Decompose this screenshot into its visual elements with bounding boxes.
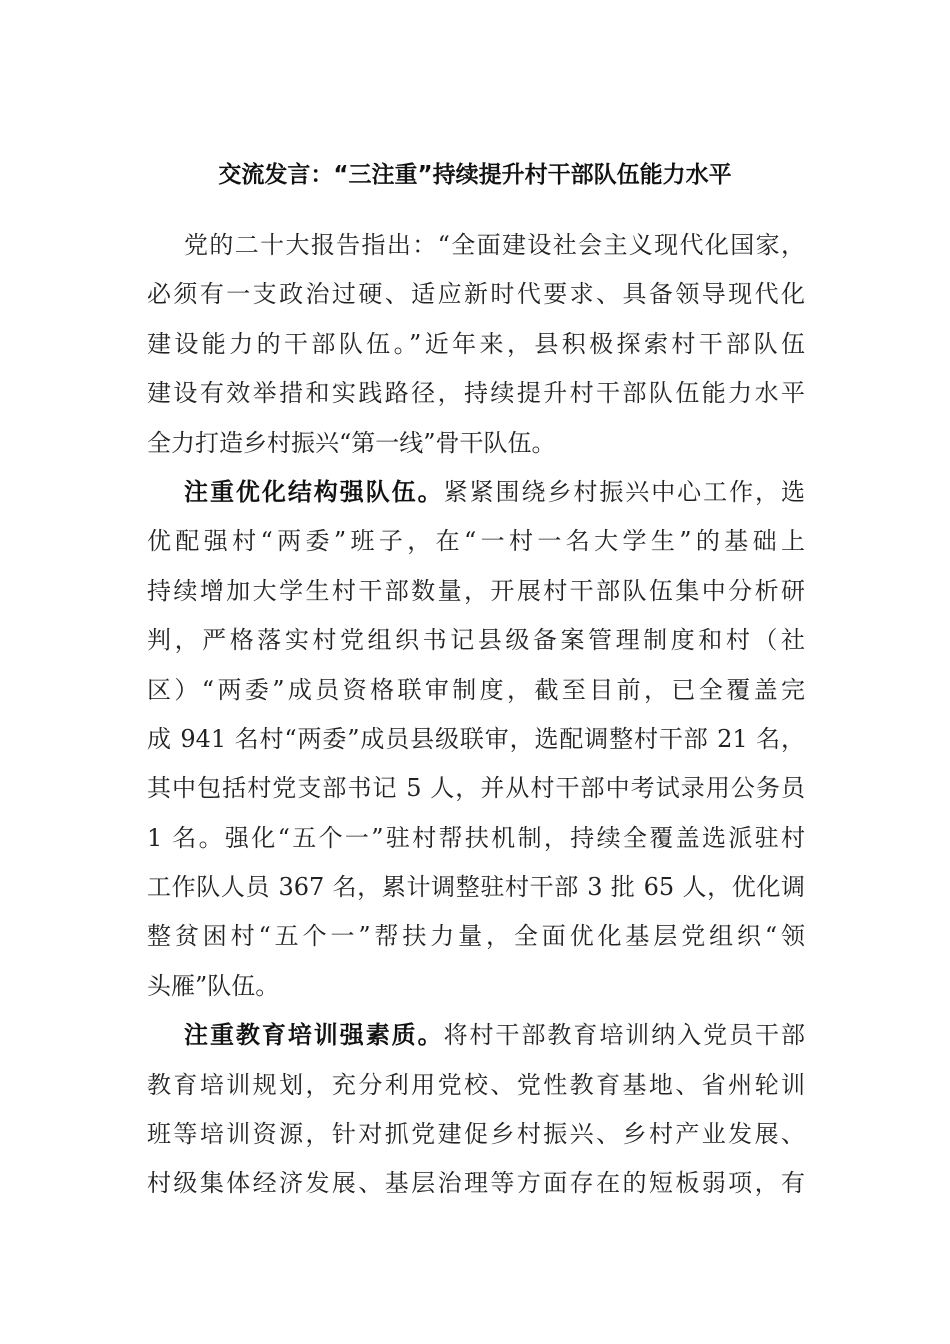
paragraph-text: 成 941 名村“两委”成员县级联审，选配调整村干部 21 名， <box>147 724 805 753</box>
text-line <box>147 715 805 764</box>
text-line-content <box>147 270 805 319</box>
text-line <box>147 320 805 369</box>
text-line <box>147 517 805 566</box>
text-line <box>147 1159 805 1208</box>
paragraph-text: 全力打造乡村振兴“第一线”骨干队伍。 <box>147 428 556 457</box>
text-line <box>147 1061 805 1110</box>
paragraph-text: 建设能力的干部队伍。”近年来，县积极探索村干部队伍 <box>147 329 805 358</box>
text-line-content <box>147 369 805 418</box>
paragraph-text: 优配强村“两委”班子，在“一村一名大学生”的基础上 <box>147 527 805 556</box>
paragraph-text: 整贫困村“五个一”帮扶力量，全面优化基层党组织“领 <box>147 922 805 951</box>
paragraph-text: 必须有一支政治过硬、适应新时代要求、具备领导现代化 <box>147 280 805 309</box>
text-line <box>147 419 805 468</box>
paragraph-text: 其中包括村党支部书记 5 人，并从村干部中考试录用公务员 <box>147 774 805 803</box>
paragraph-text: 持续增加大学生村干部数量，开展村干部队伍集中分析研 <box>147 576 805 605</box>
text-line-content <box>147 666 805 715</box>
text-line-content <box>147 320 805 369</box>
text-line-content <box>147 863 805 912</box>
text-line <box>147 616 805 665</box>
text-line <box>147 1110 805 1159</box>
text-line <box>147 468 805 517</box>
text-line-content <box>147 962 805 1011</box>
text-line <box>147 962 805 1011</box>
text-line-content <box>147 517 805 566</box>
document-title: 交流发言：“三注重”持续提升村干部队伍能力水平 <box>218 162 732 188</box>
text-line-content <box>147 1159 805 1208</box>
text-line <box>147 666 805 715</box>
paragraph-text: 党的二十大报告指出：“全面建设社会主义现代化国家， <box>184 231 805 259</box>
paragraph-text: 头雁”队伍。 <box>147 971 280 1000</box>
paragraph-text: 工作队人员 367 名，累计调整驻村干部 3 批 65 人，优化调 <box>147 873 805 902</box>
paragraph-text: 判，严格落实村党组织书记县级备案管理制度和村（社 <box>147 626 805 655</box>
text-line <box>147 221 805 270</box>
paragraph-text: 建设有效举措和实践路径，持续提升村干部队伍能力水平 <box>147 379 805 408</box>
paragraph-text: 将村干部教育培训纳入党员干部 <box>443 1021 806 1050</box>
text-line-content <box>147 1110 805 1159</box>
text-line <box>147 1011 805 1060</box>
text-line-content <box>147 764 805 813</box>
text-line <box>147 814 805 863</box>
text-line-content <box>184 1011 805 1060</box>
paragraph-text: 1 名。强化“五个一”驻村帮扶机制，持续全覆盖选派驻村 <box>147 823 805 852</box>
paragraph-text: 紧紧围绕乡村振兴中心工作，选 <box>443 477 806 506</box>
text-line <box>147 369 805 418</box>
text-line-content <box>184 221 805 270</box>
paragraph-text: 村级集体经济发展、基层治理等方面存在的短板弱项，有 <box>147 1169 805 1198</box>
document-body <box>147 221 805 1209</box>
text-line-content <box>147 616 805 665</box>
paragraph-text: 区）“两委”成员资格联审制度，截至目前，已全覆盖完 <box>147 675 805 704</box>
text-line-content <box>147 912 805 961</box>
text-line-content <box>147 814 805 863</box>
paragraph-heading: 注重教育培训强素质。 <box>184 1021 444 1050</box>
text-line <box>147 270 805 319</box>
text-line <box>147 764 805 813</box>
paragraph-text: 班等培训资源，针对抓党建促乡村振兴、乡村产业发展、 <box>147 1120 805 1149</box>
text-line-content <box>184 468 805 517</box>
text-line-content <box>147 715 805 764</box>
text-line <box>147 863 805 912</box>
text-line <box>147 567 805 616</box>
paragraph-heading: 注重优化结构强队伍。 <box>184 477 444 506</box>
text-line <box>147 912 805 961</box>
text-line-content <box>147 567 805 616</box>
text-line-content <box>147 419 805 468</box>
text-line-content <box>147 1061 805 1110</box>
paragraph-text: 教育培训规划，充分利用党校、党性教育基地、省州轮训 <box>147 1070 805 1099</box>
